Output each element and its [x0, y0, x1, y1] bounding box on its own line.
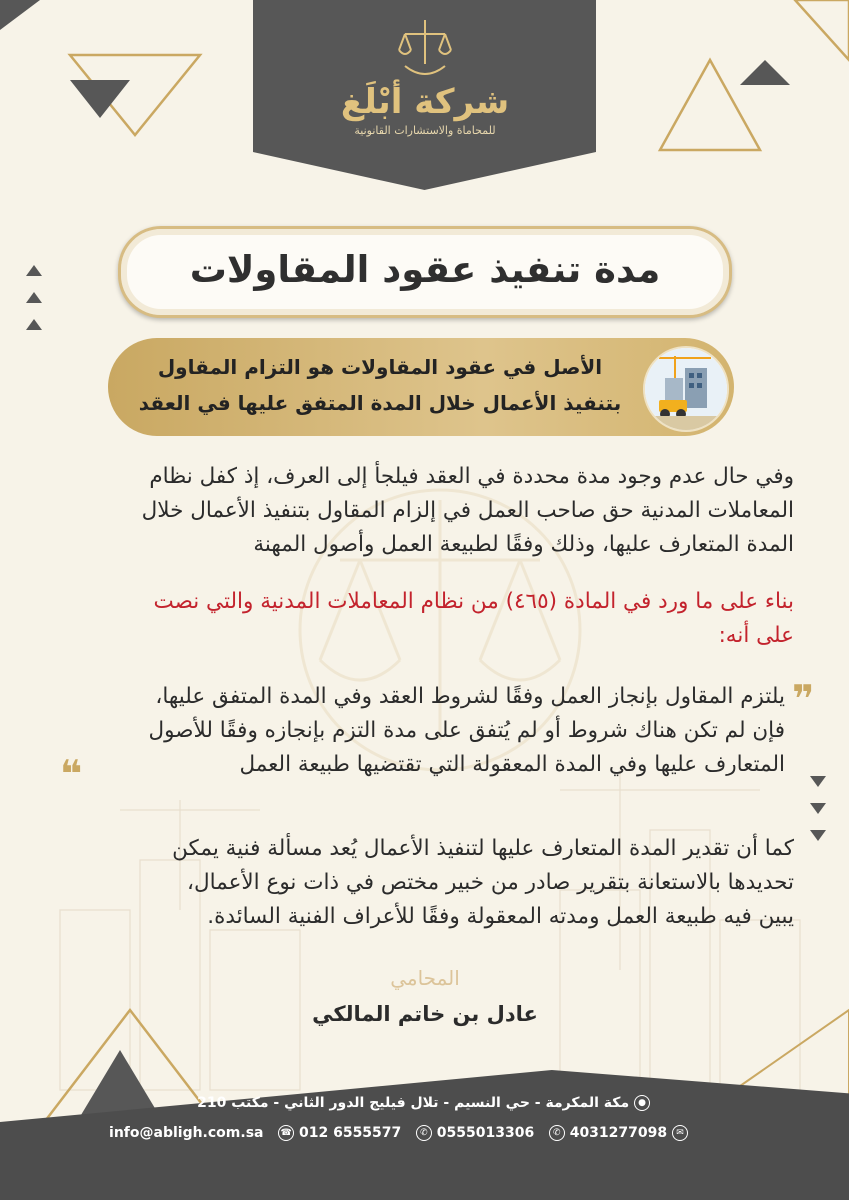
page-title: مدة تنفيذ عقود المقاولات: [189, 248, 661, 291]
intro-line-2: بتنفيذ الأعمال خلال المدة المتفق عليها في العقد: [138, 391, 622, 415]
triangle-icon: [810, 776, 826, 787]
quote-line-2: فإن لم تكن هناك شروط أو لم يُتفق على مدة التزم بإنجازه وفقًا للأصول: [148, 718, 785, 743]
footer-whatsapp[interactable]: 4031277098: [569, 1125, 668, 1141]
mobile-icon: ✆: [416, 1125, 432, 1141]
email-icon: ✉: [672, 1125, 688, 1141]
article-reference: [58, 585, 794, 653]
phone-icon: ☎: [278, 1125, 294, 1141]
signature-label: المحامي: [390, 966, 460, 990]
paragraph-1-line-2: المعاملات المدنية حق صاحب العمل في إلزام المقاول بتنفيذ الأعمال خلال: [141, 498, 794, 523]
quote-close-icon: ❝: [60, 752, 83, 796]
paragraph-1-line-1: وفي حال عدم وجود مدة محددة في العقد فيلجأ إلى العرف، إذ كفل نظام: [149, 464, 794, 489]
intro-line-1: الأصل في عقود المقاولات هو التزام المقاول: [157, 355, 603, 379]
footer-address: [150, 1095, 650, 1111]
construction-icon: [643, 346, 729, 432]
top-left-decoration: [0, 0, 260, 140]
location-icon: ●: [634, 1095, 650, 1111]
footer-contacts: [109, 1125, 688, 1141]
brand-subtitle: للمحاماة والاستشارات القانونية: [354, 124, 496, 137]
triangle-icon: [26, 265, 42, 276]
whatsapp-icon: ✆: [549, 1125, 565, 1141]
brand-name: شركة أبْلَغ: [340, 82, 510, 122]
footer-phone[interactable]: 012 6555577: [298, 1125, 402, 1141]
signature-name: عادل بن خاتم المالكي: [312, 1002, 538, 1026]
scales-logo-icon: [395, 14, 455, 84]
paragraph-1: [58, 460, 794, 562]
footer-mobile[interactable]: 0555013306: [436, 1125, 535, 1141]
quote-line-3: المتعارف عليها وفي المدة المعقولة التي تقتضيها طبيعة العمل: [239, 752, 785, 777]
triangle-icon: [26, 319, 42, 330]
paragraph-2-line-1: كما أن تقدير المدة المتعارف عليها لتنفيذ الأعمال يُعد مسألة فنية يمكن: [172, 836, 794, 861]
footer-address-text: مكة المكرمة - حي النسيم - تلال فيليج الدور الثاني - مكتب 210: [197, 1095, 630, 1111]
quote-block: [60, 680, 785, 782]
intro-banner: [108, 338, 734, 436]
quote-line-1: يلتزم المقاول بإنجاز العمل وفقًا لشروط العقد وفي المدة المتفق عليها،: [155, 684, 785, 709]
paragraph-1-line-3: المدة المتعارف عليها، وذلك وفقًا لطبيعة العمل وأصول المهنة: [253, 532, 794, 557]
quote-open-icon: ❞: [792, 677, 815, 721]
triangle-icon: [810, 803, 826, 814]
top-right-decoration: [610, 0, 849, 170]
paragraph-2-line-3: يبين فيه طبيعة العمل ومدته المعقولة وفقًا للأعراف الفنية السائدة.: [207, 904, 794, 929]
triangle-icon: [810, 830, 826, 841]
paragraph-2-line-2: تحديدها بالاستعانة بتقرير صادر من خبير مختص في ذات نوع الأعمال،: [187, 870, 794, 895]
triangle-icon: [26, 292, 42, 303]
footer-email[interactable]: info@abligh.com.sa: [109, 1125, 264, 1141]
paragraph-2: [58, 832, 794, 934]
article-reference-line-2: على أنه:: [718, 623, 794, 648]
article-reference-line-1: بناء على ما ورد في المادة (٤٦٥) من نظام المعاملات المدنية والتي نصت: [153, 589, 794, 614]
